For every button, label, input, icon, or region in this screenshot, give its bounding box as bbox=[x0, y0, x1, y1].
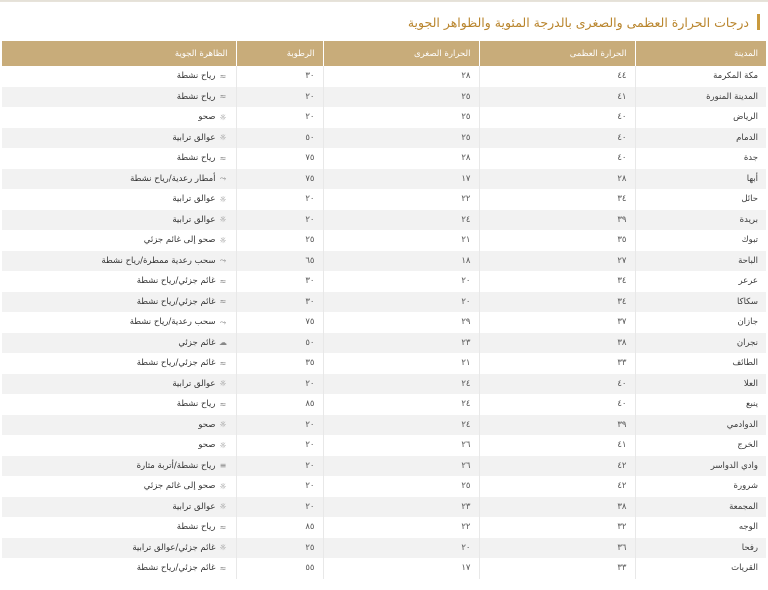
wind-icon: ≈ bbox=[219, 153, 227, 163]
wind-icon: ≈ bbox=[219, 297, 227, 306]
sun-icon: ☼ bbox=[219, 112, 227, 122]
humidity-cell: ٢٠ bbox=[236, 456, 323, 477]
min-temp-cell: ٢٣ bbox=[323, 333, 479, 354]
max-temp-cell: ٢٧ bbox=[479, 251, 635, 272]
max-temp-cell: ٤٠ bbox=[479, 107, 635, 128]
min-temp-cell: ٢٥ bbox=[323, 476, 479, 497]
city-cell: الخرج bbox=[635, 435, 766, 456]
max-temp-cell: ٣٣ bbox=[479, 353, 635, 374]
city-cell: شرورة bbox=[635, 476, 766, 497]
dust-icon: ☼ bbox=[219, 502, 227, 511]
city-cell: عرعر bbox=[635, 271, 766, 292]
city-cell: نجران bbox=[635, 333, 766, 354]
header-city: المدينة bbox=[635, 41, 766, 66]
max-temp-cell: ٣٢ bbox=[479, 517, 635, 538]
max-temp-cell: ٤٠ bbox=[479, 394, 635, 415]
city-cell: تبوك bbox=[635, 230, 766, 251]
phenomenon-wrap bbox=[172, 194, 227, 204]
max-temp-cell: ٣٨ bbox=[479, 497, 635, 518]
humidity-cell: ٨٥ bbox=[236, 394, 323, 415]
min-temp-cell: ٢٤ bbox=[323, 394, 479, 415]
phenomenon-wrap bbox=[198, 112, 227, 122]
humidity-cell: ٦٥ bbox=[236, 251, 323, 272]
phenomenon-text: عوالق ترابية bbox=[172, 132, 216, 143]
phenomenon-text: عوالق ترابية bbox=[172, 194, 216, 204]
phenomenon-cell bbox=[2, 189, 236, 210]
phenomenon-wrap bbox=[178, 338, 227, 348]
phenomenon-text: غائم جزئي/رياح نشطة bbox=[136, 358, 216, 368]
table-row bbox=[2, 517, 766, 538]
sun-icon: ☼ bbox=[219, 440, 227, 450]
phenomenon-text: عوالق ترابية bbox=[172, 501, 216, 512]
phenomenon-cell bbox=[2, 128, 236, 149]
table-body bbox=[2, 66, 766, 579]
phenomenon-wrap bbox=[177, 71, 228, 81]
city-cell: وادي الدواسر bbox=[635, 456, 766, 477]
max-temp-cell: ٤٤ bbox=[479, 66, 635, 87]
phenomenon-text: رياح نشطة/أتربة مثارة bbox=[136, 460, 216, 471]
city-cell: رفحا bbox=[635, 538, 766, 559]
city-cell: جدة bbox=[635, 148, 766, 169]
table-row bbox=[2, 251, 766, 272]
wind-icon: ≈ bbox=[219, 71, 227, 81]
phenomenon-cell bbox=[2, 497, 236, 518]
phenomenon-wrap bbox=[144, 235, 228, 245]
phenomenon-cell bbox=[2, 394, 236, 415]
phenomenon-cell bbox=[2, 476, 236, 497]
table-row bbox=[2, 271, 766, 292]
page-title: درجات الحرارة العظمى والصغرى بالدرجة المئوية والظواهر الجوية bbox=[407, 14, 749, 30]
min-temp-cell: ١٨ bbox=[323, 251, 479, 272]
phenomenon-wrap bbox=[172, 379, 227, 389]
max-temp-cell: ٣٤ bbox=[479, 292, 635, 313]
table-row bbox=[2, 497, 766, 518]
humidity-cell: ٥٥ bbox=[236, 558, 323, 579]
humidity-cell: ٢٠ bbox=[236, 87, 323, 108]
table-row bbox=[2, 394, 766, 415]
table-row bbox=[2, 189, 766, 210]
wind-icon: ≈ bbox=[219, 522, 227, 532]
phenomenon-wrap bbox=[137, 358, 228, 368]
title-accent-bar bbox=[757, 14, 760, 30]
humidity-cell: ٣٥ bbox=[236, 353, 323, 374]
min-temp-cell: ٢١ bbox=[323, 353, 479, 374]
wind-icon: ≈ bbox=[219, 399, 227, 409]
max-temp-cell: ٣٣ bbox=[479, 558, 635, 579]
min-temp-cell: ٢٠ bbox=[323, 292, 479, 313]
table-row bbox=[2, 128, 766, 149]
phenomenon-wrap bbox=[172, 215, 227, 225]
top-divider bbox=[0, 1, 768, 2]
phenomenon-wrap bbox=[137, 297, 228, 307]
city-cell: الوجه bbox=[635, 517, 766, 538]
humidity-cell: ٢٠ bbox=[236, 189, 323, 210]
max-temp-cell: ٣٩ bbox=[479, 210, 635, 231]
phenomenon-wrap bbox=[198, 420, 227, 430]
city-cell: الباحة bbox=[635, 251, 766, 272]
sun-icon: ☼ bbox=[219, 420, 227, 429]
phenomenon-text: صحو إلى غائم جزئي bbox=[143, 235, 216, 245]
min-temp-cell: ٢٥ bbox=[323, 107, 479, 128]
min-temp-cell: ٢٣ bbox=[323, 497, 479, 518]
humidity-cell: ٥٠ bbox=[236, 333, 323, 354]
wind-icon: ≈ bbox=[219, 563, 227, 573]
table-row bbox=[2, 230, 766, 251]
max-temp-cell: ٣٦ bbox=[479, 538, 635, 559]
humidity-cell: ٧٥ bbox=[236, 169, 323, 190]
dust-icon: ☼ bbox=[219, 194, 227, 204]
humidity-cell: ٧٥ bbox=[236, 148, 323, 169]
min-temp-cell: ٢٥ bbox=[323, 128, 479, 149]
table-row bbox=[2, 558, 766, 579]
phenomenon-cell bbox=[2, 251, 236, 272]
min-temp-cell: ٢٨ bbox=[323, 148, 479, 169]
phenomenon-cell bbox=[2, 374, 236, 395]
thunder-rain-icon: ⤳ bbox=[219, 256, 227, 265]
phenomenon-wrap bbox=[144, 481, 228, 491]
humidity-cell: ٢٠ bbox=[236, 497, 323, 518]
phenomenon-wrap bbox=[177, 522, 228, 532]
city-cell: الدمام bbox=[635, 128, 766, 149]
table-row bbox=[2, 353, 766, 374]
max-temp-cell: ٤٠ bbox=[479, 128, 635, 149]
phenomenon-cell bbox=[2, 169, 236, 190]
phenomenon-text: أمطار رعدية/رياح نشطة bbox=[130, 173, 216, 184]
city-cell: جازان bbox=[635, 312, 766, 333]
table-row bbox=[2, 210, 766, 231]
phenomenon-cell bbox=[2, 312, 236, 333]
phenomenon-wrap bbox=[130, 174, 227, 184]
phenomenon-cell bbox=[2, 148, 236, 169]
phenomenon-text: غائم جزئي bbox=[178, 337, 216, 348]
city-cell: الدوادمي bbox=[635, 415, 766, 436]
phenomenon-cell bbox=[2, 456, 236, 477]
humidity-cell: ٣٠ bbox=[236, 66, 323, 87]
phenomenon-cell bbox=[2, 87, 236, 108]
max-temp-cell: ٤١ bbox=[479, 435, 635, 456]
sun-cloud-icon: ☼ bbox=[219, 481, 227, 491]
table-row bbox=[2, 374, 766, 395]
dust-icon: ☼ bbox=[219, 215, 227, 224]
phenomenon-cell bbox=[2, 415, 236, 436]
phenomenon-wrap bbox=[137, 563, 228, 573]
table-row bbox=[2, 292, 766, 313]
max-temp-cell: ٤٠ bbox=[479, 148, 635, 169]
dust-icon: ☼ bbox=[219, 133, 227, 142]
partly-cloudy-icon: ☁ bbox=[219, 338, 227, 347]
humidity-cell: ٣٠ bbox=[236, 271, 323, 292]
max-temp-cell: ٤٢ bbox=[479, 476, 635, 497]
phenomenon-cell bbox=[2, 271, 236, 292]
city-cell: العلا bbox=[635, 374, 766, 395]
max-temp-cell: ٣٤ bbox=[479, 189, 635, 210]
phenomenon-text: غائم جزئي/عوالق ترابية bbox=[132, 542, 216, 553]
humidity-cell: ٨٥ bbox=[236, 517, 323, 538]
thunder-rain-icon: ⤳ bbox=[219, 317, 227, 327]
table-row bbox=[2, 87, 766, 108]
phenomenon-text: رياح نشطة bbox=[176, 399, 216, 409]
phenomenon-wrap bbox=[172, 133, 227, 143]
phenomenon-text: صحو إلى غائم جزئي bbox=[143, 481, 216, 491]
dust-icon: ☼ bbox=[219, 379, 227, 388]
table-row bbox=[2, 415, 766, 436]
humidity-cell: ٢٥ bbox=[236, 230, 323, 251]
min-temp-cell: ٢٦ bbox=[323, 435, 479, 456]
wind-icon: ≈ bbox=[219, 276, 227, 286]
table-row bbox=[2, 435, 766, 456]
humidity-cell: ٢٠ bbox=[236, 476, 323, 497]
phenomenon-text: رياح نشطة bbox=[176, 71, 216, 81]
city-cell: الرياض bbox=[635, 107, 766, 128]
phenomenon-wrap bbox=[137, 276, 228, 286]
phenomenon-text: صحو bbox=[198, 419, 216, 430]
phenomenon-wrap bbox=[172, 502, 227, 512]
humidity-cell: ٥٠ bbox=[236, 128, 323, 149]
sun-cloud-icon: ☼ bbox=[219, 235, 227, 245]
phenomenon-text: عوالق ترابية bbox=[172, 214, 216, 225]
phenomenon-wrap bbox=[177, 153, 228, 163]
phenomenon-wrap bbox=[198, 440, 227, 450]
phenomenon-cell bbox=[2, 538, 236, 559]
humidity-cell: ٢٥ bbox=[236, 538, 323, 559]
table-row bbox=[2, 148, 766, 169]
phenomenon-cell bbox=[2, 107, 236, 128]
phenomenon-cell bbox=[2, 353, 236, 374]
wind-icon: ≈ bbox=[219, 358, 227, 368]
city-cell: أبها bbox=[635, 169, 766, 190]
min-temp-cell: ١٧ bbox=[323, 169, 479, 190]
max-temp-cell: ٣٤ bbox=[479, 271, 635, 292]
phenomenon-cell bbox=[2, 558, 236, 579]
header-max-temp: الحرارة العظمى bbox=[479, 41, 635, 66]
wind-icon: ≈ bbox=[219, 92, 227, 101]
sand-icon: ≡ bbox=[219, 461, 227, 470]
min-temp-cell: ٢٤ bbox=[323, 415, 479, 436]
max-temp-cell: ٣٥ bbox=[479, 230, 635, 251]
phenomenon-wrap bbox=[177, 399, 228, 409]
title-row bbox=[8, 10, 760, 34]
thunder-rain-icon: ⤳ bbox=[219, 174, 227, 183]
min-temp-cell: ٢٠ bbox=[323, 271, 479, 292]
dust-icon: ☼ bbox=[219, 543, 227, 552]
min-temp-cell: ٢١ bbox=[323, 230, 479, 251]
phenomenon-wrap bbox=[132, 543, 227, 553]
phenomenon-text: رياح نشطة bbox=[176, 91, 216, 102]
phenomenon-cell bbox=[2, 66, 236, 87]
city-cell: بريدة bbox=[635, 210, 766, 231]
phenomenon-text: غائم جزئي/رياح نشطة bbox=[136, 296, 216, 307]
min-temp-cell: ٢٢ bbox=[323, 189, 479, 210]
city-cell: ينبع bbox=[635, 394, 766, 415]
header-min-temp: الحرارة الصغرى bbox=[323, 41, 479, 66]
header-humidity: الرطوبة bbox=[236, 41, 323, 66]
city-cell: الطائف bbox=[635, 353, 766, 374]
phenomenon-cell bbox=[2, 292, 236, 313]
table-row bbox=[2, 476, 766, 497]
phenomenon-cell bbox=[2, 230, 236, 251]
phenomenon-text: صحو bbox=[198, 112, 216, 122]
max-temp-cell: ٣٩ bbox=[479, 415, 635, 436]
max-temp-cell: ٤١ bbox=[479, 87, 635, 108]
humidity-cell: ٣٠ bbox=[236, 292, 323, 313]
phenomenon-wrap bbox=[177, 92, 228, 102]
humidity-cell: ٢٠ bbox=[236, 210, 323, 231]
table-header-row bbox=[2, 41, 766, 66]
min-temp-cell: ١٧ bbox=[323, 558, 479, 579]
table-row bbox=[2, 312, 766, 333]
humidity-cell: ٢٠ bbox=[236, 415, 323, 436]
header-phenomenon: الظاهرة الجوية bbox=[2, 41, 236, 66]
table-row bbox=[2, 456, 766, 477]
city-cell: مكة المكرمة bbox=[635, 66, 766, 87]
city-cell: المدينة المنورة bbox=[635, 87, 766, 108]
min-temp-cell: ٢٤ bbox=[323, 210, 479, 231]
phenomenon-text: سحب رعدية ممطرة/رياح نشطة bbox=[101, 255, 216, 266]
city-cell: المجمعة bbox=[635, 497, 766, 518]
min-temp-cell: ٢٤ bbox=[323, 374, 479, 395]
phenomenon-text: صحو bbox=[198, 440, 216, 450]
max-temp-cell: ٣٨ bbox=[479, 333, 635, 354]
weather-table bbox=[2, 41, 766, 579]
table-row bbox=[2, 169, 766, 190]
phenomenon-cell bbox=[2, 517, 236, 538]
max-temp-cell: ٣٧ bbox=[479, 312, 635, 333]
humidity-cell: ٧٥ bbox=[236, 312, 323, 333]
max-temp-cell: ٢٨ bbox=[479, 169, 635, 190]
city-cell: حائل bbox=[635, 189, 766, 210]
min-temp-cell: ٢٩ bbox=[323, 312, 479, 333]
min-temp-cell: ٢٢ bbox=[323, 517, 479, 538]
humidity-cell: ٢٠ bbox=[236, 435, 323, 456]
max-temp-cell: ٤٢ bbox=[479, 456, 635, 477]
humidity-cell: ٢٠ bbox=[236, 374, 323, 395]
phenomenon-text: رياح نشطة bbox=[176, 522, 216, 532]
phenomenon-text: رياح نشطة bbox=[176, 153, 216, 163]
table-row bbox=[2, 538, 766, 559]
phenomenon-cell bbox=[2, 333, 236, 354]
phenomenon-wrap bbox=[101, 256, 227, 266]
phenomenon-text: غائم جزئي/رياح نشطة bbox=[136, 563, 216, 573]
city-cell: سكاكا bbox=[635, 292, 766, 313]
phenomenon-cell bbox=[2, 210, 236, 231]
table-row bbox=[2, 107, 766, 128]
phenomenon-text: غائم جزئي/رياح نشطة bbox=[136, 276, 216, 286]
max-temp-cell: ٤٠ bbox=[479, 374, 635, 395]
phenomenon-text: عوالق ترابية bbox=[172, 378, 216, 389]
phenomenon-wrap bbox=[137, 461, 228, 471]
phenomenon-text: سحب رعدية/رياح نشطة bbox=[129, 317, 216, 327]
humidity-cell: ٢٠ bbox=[236, 107, 323, 128]
min-temp-cell: ٢٠ bbox=[323, 538, 479, 559]
table-row bbox=[2, 333, 766, 354]
phenomenon-wrap bbox=[130, 317, 228, 327]
min-temp-cell: ٢٨ bbox=[323, 66, 479, 87]
phenomenon-cell bbox=[2, 435, 236, 456]
min-temp-cell: ٢٦ bbox=[323, 456, 479, 477]
table-row bbox=[2, 66, 766, 87]
min-temp-cell: ٢٥ bbox=[323, 87, 479, 108]
city-cell: القريات bbox=[635, 558, 766, 579]
